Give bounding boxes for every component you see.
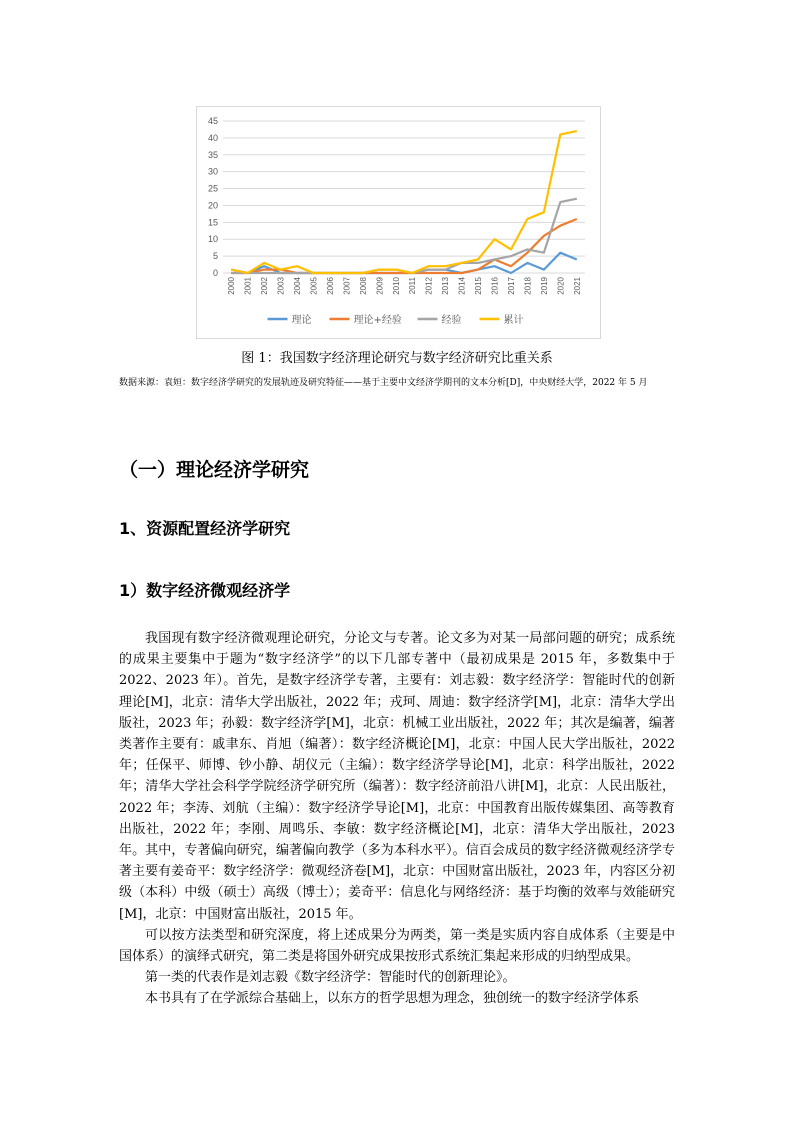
- legend-label: 经验: [441, 315, 462, 326]
- y-tick-label: 15: [207, 217, 218, 228]
- series-line-经验: [231, 199, 577, 273]
- y-tick-label: 30: [207, 166, 218, 177]
- y-tick-label: 20: [207, 200, 218, 211]
- section-heading: （一）理论经济学研究: [119, 459, 310, 481]
- body-text: [119, 628, 675, 1010]
- figure-caption: 图 1：我国数字经济理论研究与数字经济研究比重关系: [241, 351, 553, 366]
- x-tick-label: 2008: [358, 277, 368, 295]
- x-tick-label: 2007: [342, 277, 352, 295]
- x-tick-label: 2014: [457, 277, 467, 295]
- x-tick-label: 2002: [260, 277, 270, 295]
- data-source-note: 数据来源：袁姮：数字经济学研究的发展轨迹及研究特征——基于主要中文经济学期刊的文本分析[D]，中央财经大学，2022 年 5 月: [119, 378, 648, 388]
- x-tick-label: 2000: [227, 277, 237, 295]
- subsubsection-heading: 1）数字经济微观经济学: [119, 581, 291, 600]
- paragraph: 可以按方法类型和研究深度，将上述成果分为两类，第一类是实质内容自成体系（主要是中国体系）的演绎式研究，第二类是将国外研究成果按形式系统汇集起来形成的归纳型成果。: [119, 927, 675, 965]
- x-tick-label: 2020: [556, 277, 566, 295]
- paragraph: 我国现有数字经济微观理论研究，分论文与专著。论文多为对某一局部问题的研究；成系统的成果主要集中于题为“数字经济学”的以下几部专著中（最初成果是 2015 年，多数集中于 2022、2023 年）。首先，是数字经济学专著，主要有：刘志毅：数字经济学：智能时代的创新理论[M]，北京：清华大学出版社，2022 年；戎珂、周迪：数字经济学[M]，北京：清华大学出版社，2023 年；孙毅：数字经济学[M]，北京：机械工业出版社，2022 年；其次是编著，编著类著作主要有：戚聿东、肖旭（编著）：数字经济概论[M]，北京：中国人民大学出版社，2022 年；任保平、师博、钞小静、胡仪元（主编）：数字经济学导论[M]，北京：科学出版社，2022 年；清华大学社会科学学院经济学研究所（编著）：数字经济前沿八讲[M]，北京：人民出版社，2022 年；李涛、刘航（主编）：数字经济学导论[M]，北京：中国教育出版传媒集团、高等教育出版社，2022 年；李刚、周鸣乐、李敏：数字经济概论[M]，北京：清华大学出版社，2023 年。其中，专著偏向研究，编著偏向教学（多为本科水平）。信百会成员的数字经济微观经济学专著主要有姜奇平：数字经济学：微观经济卷[M]，北京：中国财富出版社，2023 年，内容区分初级（本科）中级（硕士）高级（博士）；姜奇平：信息化与网络经济：基于均衡的效率与效能研究[M]，北京：中国财富出版社，2015 年。: [119, 631, 675, 922]
- x-tick-label: 2021: [572, 277, 582, 295]
- x-tick-label: 2003: [276, 277, 286, 295]
- x-tick-label: 2009: [375, 277, 385, 295]
- series-line-累计: [231, 131, 577, 273]
- x-tick-label: 2010: [391, 277, 401, 295]
- paragraph: 第一类的代表作是刘志毅《数字经济学：智能时代的创新理论》。: [145, 970, 516, 986]
- paragraph: 本书具有了在学派综合基础上，以东方的哲学思想为理念，独创统一的数字经济学体系: [145, 991, 640, 1007]
- line-chart: [196, 106, 601, 339]
- y-tick-label: 45: [207, 116, 218, 126]
- legend-label: 理论: [291, 315, 312, 326]
- y-tick-label: 35: [207, 149, 218, 160]
- x-tick-label: 2015: [474, 277, 484, 295]
- x-tick-label: 2012: [424, 277, 434, 295]
- x-tick-label: 2006: [325, 277, 335, 295]
- subsection-heading: 1、资源配置经济学研究: [119, 519, 291, 538]
- x-tick-label: 2018: [523, 277, 533, 295]
- y-tick-label: 0: [212, 268, 218, 278]
- x-tick-label: 2004: [293, 277, 303, 295]
- x-tick-label: 2017: [506, 277, 516, 295]
- x-tick-label: 2019: [539, 277, 549, 295]
- legend-label: 累计: [503, 315, 524, 326]
- x-tick-label: 2005: [309, 277, 319, 295]
- y-tick-label: 5: [212, 251, 218, 262]
- chart-svg: [197, 107, 600, 338]
- y-tick-label: 10: [207, 234, 218, 245]
- x-tick-label: 2011: [408, 277, 418, 295]
- legend-label: 理论+经验: [353, 315, 402, 326]
- x-tick-label: 2001: [243, 277, 253, 295]
- y-tick-label: 25: [207, 183, 218, 194]
- y-tick-label: 40: [207, 132, 218, 143]
- x-tick-label: 2016: [490, 277, 500, 295]
- x-tick-label: 2013: [441, 277, 451, 295]
